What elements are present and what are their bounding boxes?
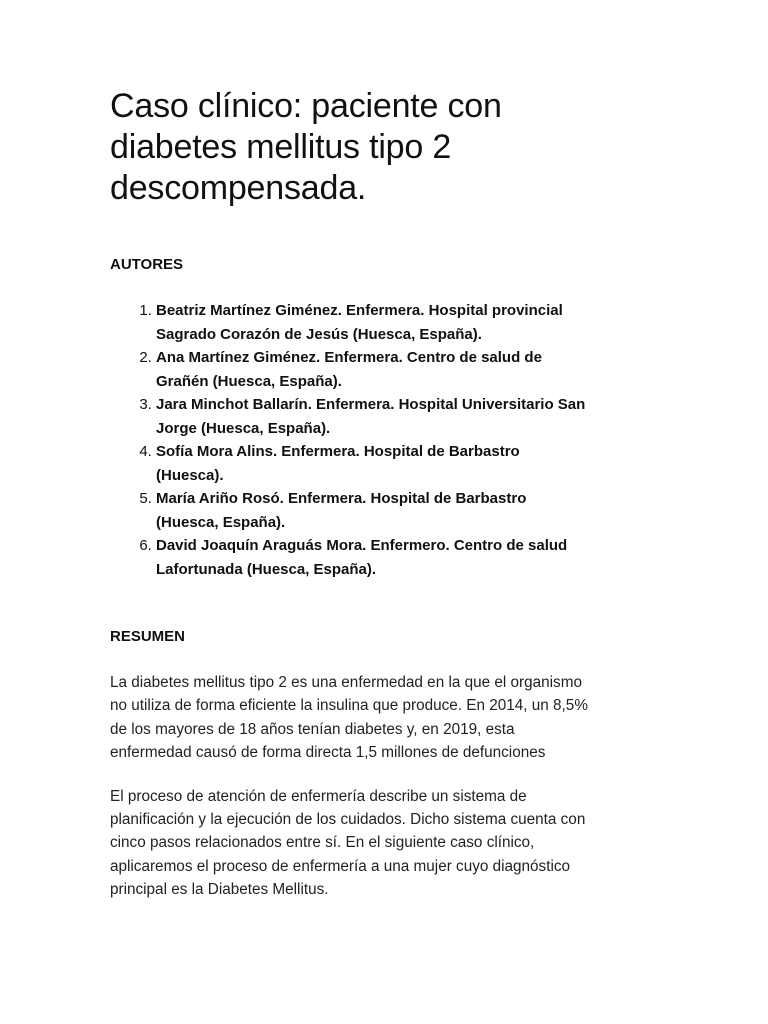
section-spacer xyxy=(110,581,670,628)
author-line: María Ariño Rosó. Enfermera. Hospital de Barbastro xyxy=(156,490,527,507)
author-line: (Huesca). xyxy=(156,466,224,484)
author-line: Jorge (Huesca, España). xyxy=(156,419,331,437)
author-line: Sofía Mora Alins. Enfermera. Hospital de Barbastro xyxy=(156,443,520,460)
paragraph-line: enfermedad causó de forma directa 1,5 millones de defunciones xyxy=(110,744,546,762)
summary-heading: RESUMEN xyxy=(110,628,186,645)
author-line: David Joaquín Araguás Mora. Enfermero. Centro de salud xyxy=(156,537,568,554)
paragraph-line: no utiliza de forma eficiente la insulina que produce. En 2014, un 8,5% xyxy=(110,697,588,715)
author-item xyxy=(156,534,670,581)
author-line: Beatriz Martínez Giménez. Enfermera. Hospital provincial xyxy=(156,302,563,319)
paragraph-line: de los mayores de 18 años tenían diabetes y, en 2019, esta xyxy=(110,720,515,738)
authors-list xyxy=(110,299,670,581)
author-line: Jara Minchot Ballarín. Enfermera. Hospital Universitario San xyxy=(156,396,586,413)
paragraph-line: planificación y la ejecución de los cuidados. Dicho sistema cuenta con xyxy=(110,811,586,829)
author-item xyxy=(156,440,670,487)
summary-paragraph xyxy=(110,671,670,765)
author-item xyxy=(156,487,670,534)
paragraph-line: aplicaremos el proceso de enfermería a una mujer cuyo diagnóstico xyxy=(110,857,571,875)
author-item xyxy=(156,393,670,440)
author-line: (Huesca, España). xyxy=(156,513,286,531)
paragraph-line: El proceso de atención de enfermería describe un sistema de xyxy=(110,787,527,805)
title-line: diabetes mellitus tipo 2 xyxy=(110,128,452,166)
document-page xyxy=(110,86,670,902)
paragraph-line: cinco pasos relacionados entre sí. En el siguiente caso clínico, xyxy=(110,834,535,852)
title-line: descompensada. xyxy=(110,169,367,207)
author-line: Sagrado Corazón de Jesús (Huesca, España). xyxy=(156,325,482,343)
paragraph-line: La diabetes mellitus tipo 2 es una enfermedad en la que el organismo xyxy=(110,674,582,691)
author-line: Lafortunada (Huesca, España). xyxy=(156,560,377,578)
authors-heading: AUTORES xyxy=(110,256,184,273)
author-line: Grañén (Huesca, España). xyxy=(156,372,342,390)
author-item xyxy=(156,299,670,346)
summary-paragraph xyxy=(110,785,670,902)
page-title xyxy=(110,86,670,209)
author-line: Ana Martínez Giménez. Enfermera. Centro de salud de xyxy=(156,349,542,366)
author-item xyxy=(156,346,670,393)
paragraph-line: principal es la Diabetes Mellitus. xyxy=(110,881,329,899)
title-line: Caso clínico: paciente con xyxy=(110,87,502,125)
